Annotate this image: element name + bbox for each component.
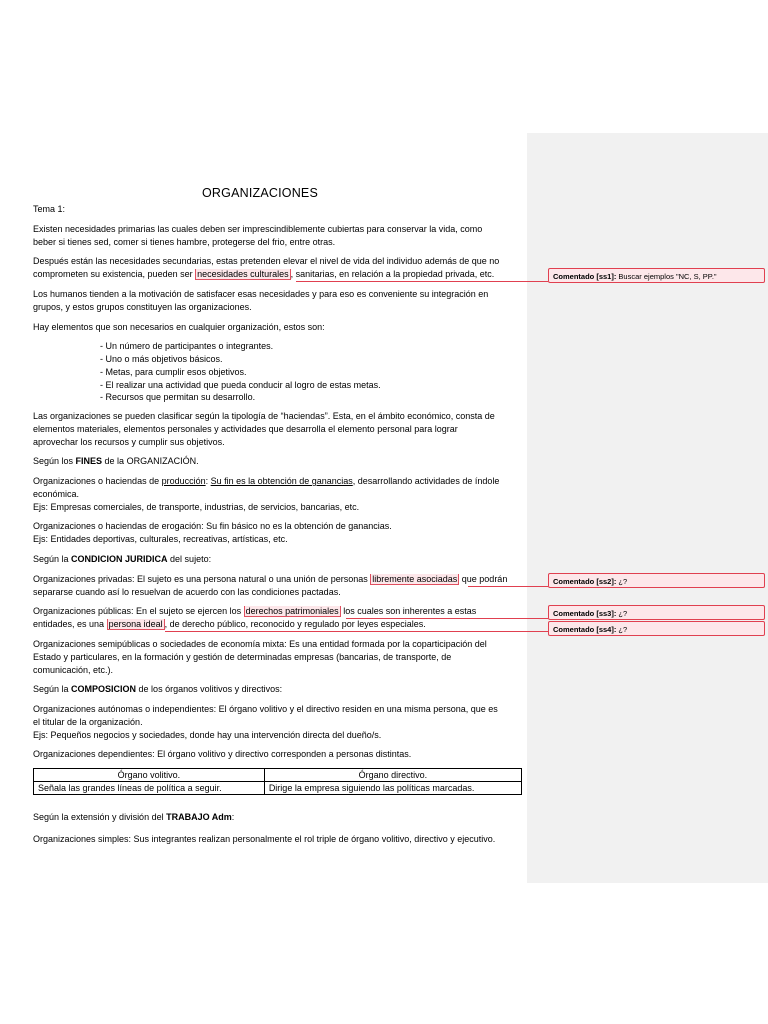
commented-text-ss3[interactable]: derechos patrimoniales xyxy=(245,606,339,616)
table-header-row xyxy=(34,769,522,782)
paragraph-line: Estado y particulares, en la formación y gestión de determinadas empresas (bancarias, de transporte, de xyxy=(33,652,452,662)
paragraph-line: entidades, es una persona ideal , de derecho público, reconocido y regulado por leyes especiales. xyxy=(33,619,426,629)
paragraph-line: Organizaciones semipúblicas o sociedades de economía mixta: Es una entidad formada por la coparticipación del xyxy=(33,639,487,649)
paragraph-line: Ejs: Empresas comerciales, de transporte, industrias, de servicios, bancarias, etc. xyxy=(33,502,360,512)
section-heading: Según la extensión y división del TRABAJO Adm: xyxy=(33,812,235,822)
commented-text-ss1[interactable]: necesidades culturales xyxy=(197,269,289,279)
paragraph-line: Organizaciones dependientes: El órgano volitivo y directivo corresponden a personas distintas. xyxy=(33,749,412,759)
paragraph-line: Organizaciones públicas: En el sujeto se ejercen los derechos patrimoniales los cuales son inherentes a estas xyxy=(33,606,477,616)
comment-balloon-ss2[interactable]: Comentado [ss2]: ¿? xyxy=(548,573,765,588)
commented-text-ss2[interactable]: libremente asociadas xyxy=(372,574,458,584)
section-label: Tema 1: xyxy=(33,204,66,214)
paragraph-line: Existen necesidades primarias las cuales deben ser imprescindiblemente cubiertas para conservar la vida, como xyxy=(33,224,483,234)
section-heading: Según la CONDICION JURIDICA del sujeto: xyxy=(33,554,212,564)
list-item: - El realizar una actividad que pueda conducir al logro de estas metas. xyxy=(100,380,381,390)
table-cell: Dirige la empresa siguiendo las políticas marcadas. xyxy=(264,782,521,795)
table-cell: Señala las grandes líneas de política a seguir. xyxy=(34,782,265,795)
list-item: - Uno o más objetivos básicos. xyxy=(100,354,223,364)
paragraph-line: Después están las necesidades secundarias, estas pretenden elevar el nivel de vida del individuo además de que no xyxy=(33,256,500,266)
table-row xyxy=(34,782,522,795)
paragraph-line: Organizaciones autónomas o independientes: El órgano volitivo y el directivo residen en una misma persona, que es xyxy=(33,704,498,714)
paragraph-line: grupos, y estos grupos constituyen las organizaciones. xyxy=(33,302,252,312)
comment-balloon-ss4[interactable]: Comentado [ss4]: ¿? xyxy=(548,621,765,636)
paragraph-line: beber si tienes sed, comer si tienes hambre, protegerse del frio, entre otras. xyxy=(33,237,336,247)
paragraph-line: Ejs: Pequeños negocios y sociedades, donde hay una intervención directa del dueño/s. xyxy=(33,730,382,740)
paragraph-line: económica. xyxy=(33,489,80,499)
list-item: - Recursos que permitan su desarrollo. xyxy=(100,392,256,402)
paragraph-line: Organizaciones simples: Sus integrantes realizan personalmente el rol triple de órgano volitivo, directivo y ejecutivo. xyxy=(33,834,496,844)
comment-connector xyxy=(346,618,548,619)
paragraph-line: separarse cuando así lo resuelvan de acuerdo con las condiciones pactadas. xyxy=(33,587,341,597)
paragraph-line: aprovechar los recursos y cumplir sus objetivos. xyxy=(33,437,225,447)
list-item: - Metas, para cumplir esos objetivos. xyxy=(100,367,247,377)
paragraph-line: Las organizaciones se pueden clasificar según la tipología de “haciendas”. Esta, en el ámbito económico, consta de xyxy=(33,411,495,421)
paragraph-line: Ejs: Entidades deportivas, culturales, recreativas, artísticas, etc. xyxy=(33,534,288,544)
paragraph-line: Hay elementos que son necesarios en cualquier organización, estos son: xyxy=(33,322,325,332)
paragraph-line: comprometen su existencia, pueden ser necesidades culturales , sanitarias, en relación a la propiedad privada, etc. xyxy=(33,269,495,279)
comments-margin-pane xyxy=(527,133,768,883)
paragraph-line: comunicación, etc.). xyxy=(33,665,114,675)
paragraph-line: Organizaciones privadas: El sujeto es una persona natural o una unión de personas libremente asociadas que podrán xyxy=(33,574,508,584)
table-header-cell: Órgano volitivo. xyxy=(34,769,265,782)
comment-connector xyxy=(468,586,548,587)
section-heading: Según los FINES de la ORGANIZACIÓN. xyxy=(33,456,199,466)
list-item: - Un número de participantes o integrantes. xyxy=(100,341,274,351)
section-heading: Según la COMPOSICION de los órganos volitivos y directivos: xyxy=(33,684,283,694)
organs-table xyxy=(33,768,522,795)
paragraph-line: elementos materiales, elementos personales y actividades que desarrolla el elemento personal para lograr xyxy=(33,424,458,434)
commented-text-ss4[interactable]: persona ideal xyxy=(108,619,163,629)
paragraph-line: Los humanos tienden a la motivación de satisfacer esas necesidades y para eso es conveniente su integración en xyxy=(33,289,489,299)
comment-balloon-ss3[interactable]: Comentado [ss3]: ¿? xyxy=(548,605,765,620)
paragraph-line: Organizaciones o haciendas de producción: Su fin es la obtención de ganancias, desarrollando actividades de índole xyxy=(33,476,500,486)
comment-balloon-ss1[interactable]: Comentado [ss1]: Buscar ejemplos "NC, S, PP." xyxy=(548,268,765,283)
paragraph-line: Organizaciones o haciendas de erogación: Su fin básico no es la obtención de ganancias. xyxy=(33,521,392,531)
document-title: ORGANIZACIONES xyxy=(202,186,319,200)
paragraph-line: el titular de la organización. xyxy=(33,717,143,727)
table-header-cell: Órgano directivo. xyxy=(264,769,521,782)
comment-connector xyxy=(165,631,548,632)
comment-connector xyxy=(296,281,548,282)
